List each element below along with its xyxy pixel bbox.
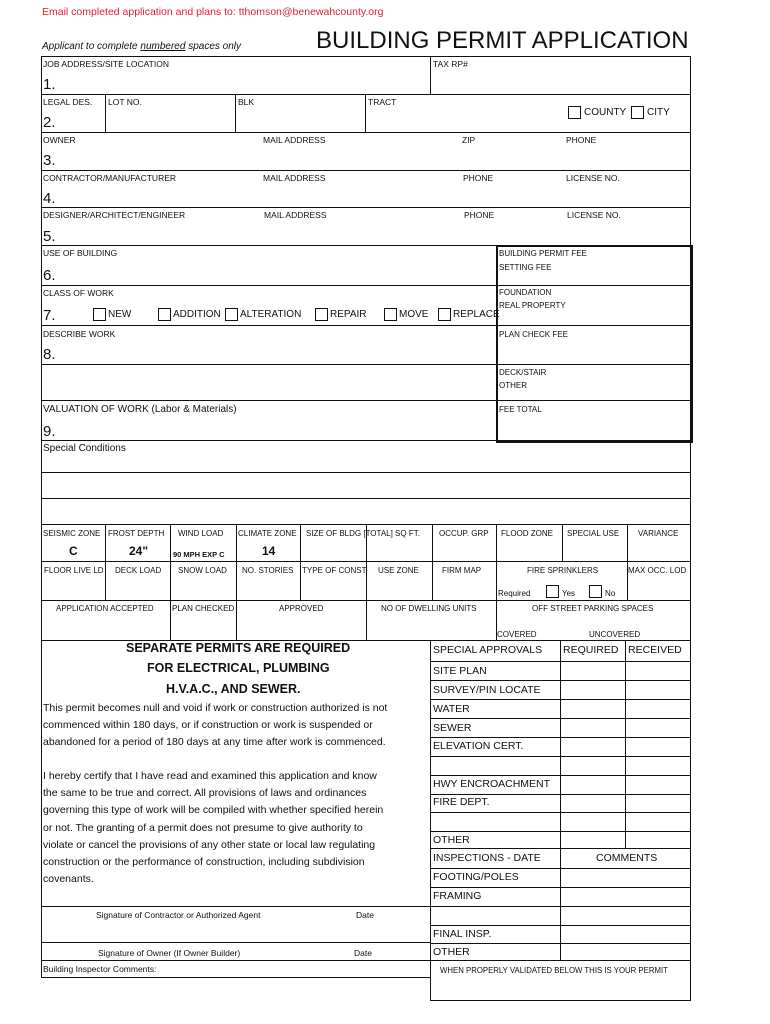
replace-checkbox[interactable] <box>438 308 451 321</box>
use-zone-header: USE ZONE <box>378 566 419 575</box>
zip-label: ZIP <box>462 135 476 145</box>
received-header: RECEIVED <box>628 644 682 656</box>
inspection-footing: FOOTING/POLES <box>433 871 519 883</box>
alteration-checkbox[interactable] <box>225 308 238 321</box>
flood-zone-header: FLOOD ZONE <box>501 529 554 538</box>
seismic-zone-header: SEISMIC ZONE <box>43 529 101 538</box>
field-number-2: 2. <box>43 114 56 131</box>
seismic-zone-value: C <box>69 544 78 558</box>
field-number-1: 1. <box>43 76 56 93</box>
comments-header: COMMENTS <box>596 852 658 864</box>
max-occ-header: MAX OCC. LOD <box>628 566 687 575</box>
field-number-3: 3. <box>43 152 56 169</box>
approval-survey: SURVEY/PIN LOCATE <box>433 684 541 696</box>
describe-work-label: DESCRIBE WORK <box>43 329 116 339</box>
foundation-label: FOUNDATION <box>499 288 552 297</box>
frost-depth-value: 24" <box>129 544 149 558</box>
owner-phone-label: PHONE <box>566 135 597 145</box>
job-address-input[interactable] <box>60 70 425 92</box>
approval-elevation: ELEVATION CERT. <box>433 740 524 752</box>
deck-stair-label: DECK/STAIR <box>499 368 547 377</box>
field-number-5: 5. <box>43 228 56 245</box>
approval-water: WATER <box>433 703 470 715</box>
designer-phone-label: PHONE <box>464 210 495 220</box>
tract-label: TRACT <box>368 97 397 107</box>
owner-signature-label: Signature of Owner (If Owner Builder) <box>98 948 241 958</box>
page-title: BUILDING PERMIT APPLICATION <box>316 27 689 54</box>
approval-other: OTHER <box>433 834 470 846</box>
sprinklers-yes-checkbox[interactable] <box>546 585 559 598</box>
approval-fire-dept: FIRE DEPT. <box>433 796 490 808</box>
special-use-header: SPECIAL USE <box>567 529 620 538</box>
deck-load-header: DECK LOAD <box>115 566 162 575</box>
city-checkbox[interactable] <box>631 106 644 119</box>
plan-check-fee-label: PLAN CHECK FEE <box>499 330 568 339</box>
contractor-mail-label: MAIL ADDRESS <box>263 173 326 183</box>
job-address-label: JOB ADDRESS/SITE LOCATION <box>43 59 169 69</box>
special-conditions-label: Special Conditions <box>43 443 126 454</box>
designer-license-label: LICENSE NO. <box>567 210 621 220</box>
frost-depth-header: FROST DEPTH <box>108 529 165 538</box>
covered-label: COVERED <box>497 630 537 639</box>
lot-no-label: LOT NO. <box>108 97 142 107</box>
variance-header: VARIANCE <box>638 529 679 538</box>
designer-label: DESIGNER/ARCHITECT/ENGINEER <box>43 210 186 220</box>
permit-validation-note: WHEN PROPERLY VALIDATED BELOW THIS IS YOUR PERMIT <box>440 966 668 975</box>
floor-live-header: FLOOR LIVE LD <box>44 566 104 575</box>
valuation-label: VALUATION OF WORK (Labor & Materials) <box>43 404 237 415</box>
plan-checked-header: PLAN CHECKED <box>172 604 235 613</box>
application-accepted-header: APPLICATION ACCEPTED <box>56 604 154 613</box>
contractor-license-label: LICENSE NO. <box>566 173 620 183</box>
field-number-6: 6. <box>43 267 56 284</box>
real-property-label: REAL PROPERTY <box>499 301 566 310</box>
designer-mail-label: MAIL ADDRESS <box>264 210 327 220</box>
legal-des-label: LEGAL DES. <box>43 97 93 107</box>
required-header: REQUIRED <box>563 644 619 656</box>
blk-label: BLK <box>238 97 255 107</box>
addition-label: ADDITION <box>173 309 221 320</box>
inspections-header: INSPECTIONS - DATE <box>433 852 541 864</box>
addition-checkbox[interactable] <box>158 308 171 321</box>
null-void-paragraph: This permit becomes null and void if work or construction authorized is not commenced within 180 days, or if construction or work is suspended or abandoned for a period of 180 days at any time after work is commenced. <box>43 702 388 749</box>
contractor-signature-field[interactable] <box>42 880 429 905</box>
field-number-9: 9. <box>43 423 56 440</box>
use-of-building-label: USE OF BUILDING <box>43 248 118 258</box>
move-checkbox[interactable] <box>384 308 397 321</box>
uncovered-label: UNCOVERED <box>589 630 641 639</box>
approval-sewer: SEWER <box>433 722 472 734</box>
separate-permits-line1: SEPARATE PERMITS ARE REQUIRED <box>126 641 351 655</box>
sprinklers-no-checkbox[interactable] <box>589 585 602 598</box>
required-label: Required <box>498 589 531 598</box>
special-approvals-header: SPECIAL APPROVALS <box>433 644 543 656</box>
field-number-8: 8. <box>43 346 56 363</box>
occup-grp-header: OCCUP. GRP <box>439 529 489 538</box>
new-checkbox[interactable] <box>93 308 106 321</box>
no-label: No <box>605 589 616 598</box>
field-number-7: 7. <box>43 307 56 324</box>
alteration-label: ALTERATION <box>240 309 302 320</box>
wind-load-header: WIND LOAD <box>178 529 224 538</box>
contractor-signature-label: Signature of Contractor or Authorized Agent <box>96 910 261 920</box>
snow-load-header: SNOW LOAD <box>178 566 227 575</box>
certification-paragraph: I hereby certify that I have read and examined this application and know the same to be true and correct. All provisions of laws and ordinances governing this type of work will be compiled with whether specified herein or not. The granting of a permit does not presume to give authority to violate or cancel the provisions of any other state or local law regulating construction or the performance of construction, including subdivision covenants. <box>43 770 384 886</box>
owner-mail-label: MAIL ADDRESS <box>263 135 326 145</box>
inspector-comments-label: Building Inspector Comments: <box>43 964 157 974</box>
inspection-final: FINAL INSP. <box>433 928 492 940</box>
email-note: Email completed application and plans to: tthomson@benewahcounty.org <box>42 6 384 18</box>
setting-fee-label: SETTING FEE <box>499 263 552 272</box>
contractor-label: CONTRACTOR/MANUFACTURER <box>43 173 177 183</box>
county-label: COUNTY <box>584 107 627 118</box>
owner-signature-field[interactable] <box>42 920 429 941</box>
tax-rp-label: TAX RP# <box>433 59 468 69</box>
yes-label: Yes <box>562 589 576 598</box>
no-stories-header: NO. STORIES <box>242 566 294 575</box>
approval-site-plan: SITE PLAN <box>433 665 487 677</box>
approval-hwy: HWY ENCROACHMENT <box>433 778 551 790</box>
other-fee-label: OTHER <box>499 381 527 390</box>
approved-header: APPROVED <box>279 604 324 613</box>
move-label: MOVE <box>399 309 429 320</box>
applicant-instruction: Applicant to complete numbered spaces only <box>42 41 242 52</box>
climate-zone-value: 14 <box>262 544 276 558</box>
repair-label: REPAIR <box>330 309 367 320</box>
new-label: NEW <box>108 309 132 320</box>
repair-checkbox[interactable] <box>315 308 328 321</box>
wind-load-value: 90 MPH EXP C <box>173 550 225 559</box>
contractor-phone-label: PHONE <box>463 173 494 183</box>
climate-zone-header: CLIMATE ZONE <box>238 529 297 538</box>
inspection-framing: FRAMING <box>433 890 482 902</box>
type-const-header: TYPE OF CONST <box>302 566 367 575</box>
parking-header: OFF STREET PARKING SPACES <box>532 604 654 613</box>
owner-label: OWNER <box>43 135 76 145</box>
county-checkbox[interactable] <box>568 106 581 119</box>
fee-total-label: FEE TOTAL <box>499 405 542 414</box>
separate-permits-line2: FOR ELECTRICAL, PLUMBING <box>147 661 330 675</box>
field-number-4: 4. <box>43 190 56 207</box>
class-of-work-label: CLASS OF WORK <box>43 288 114 298</box>
firm-map-header: FIRM MAP <box>442 566 482 575</box>
fire-sprinklers-header: FIRE SPRINKLERS <box>527 566 599 575</box>
bp-fee-label: BUILDING PERMIT FEE <box>499 249 587 258</box>
city-label: CITY <box>647 107 670 118</box>
owner-date-label: Date <box>354 948 372 958</box>
tax-rp-input[interactable] <box>433 70 687 92</box>
dwelling-units-header: NO OF DWELLING UNITS <box>381 604 477 613</box>
separate-permits-line3: H.V.A.C., AND SEWER. <box>166 682 301 696</box>
contractor-date-label: Date <box>356 910 374 920</box>
bldg-size-header: SIZE OF BLDG [TOTAL] SQ FT. <box>306 529 420 538</box>
inspection-other: OTHER <box>433 946 470 958</box>
replace-label: REPLACE <box>453 309 500 320</box>
